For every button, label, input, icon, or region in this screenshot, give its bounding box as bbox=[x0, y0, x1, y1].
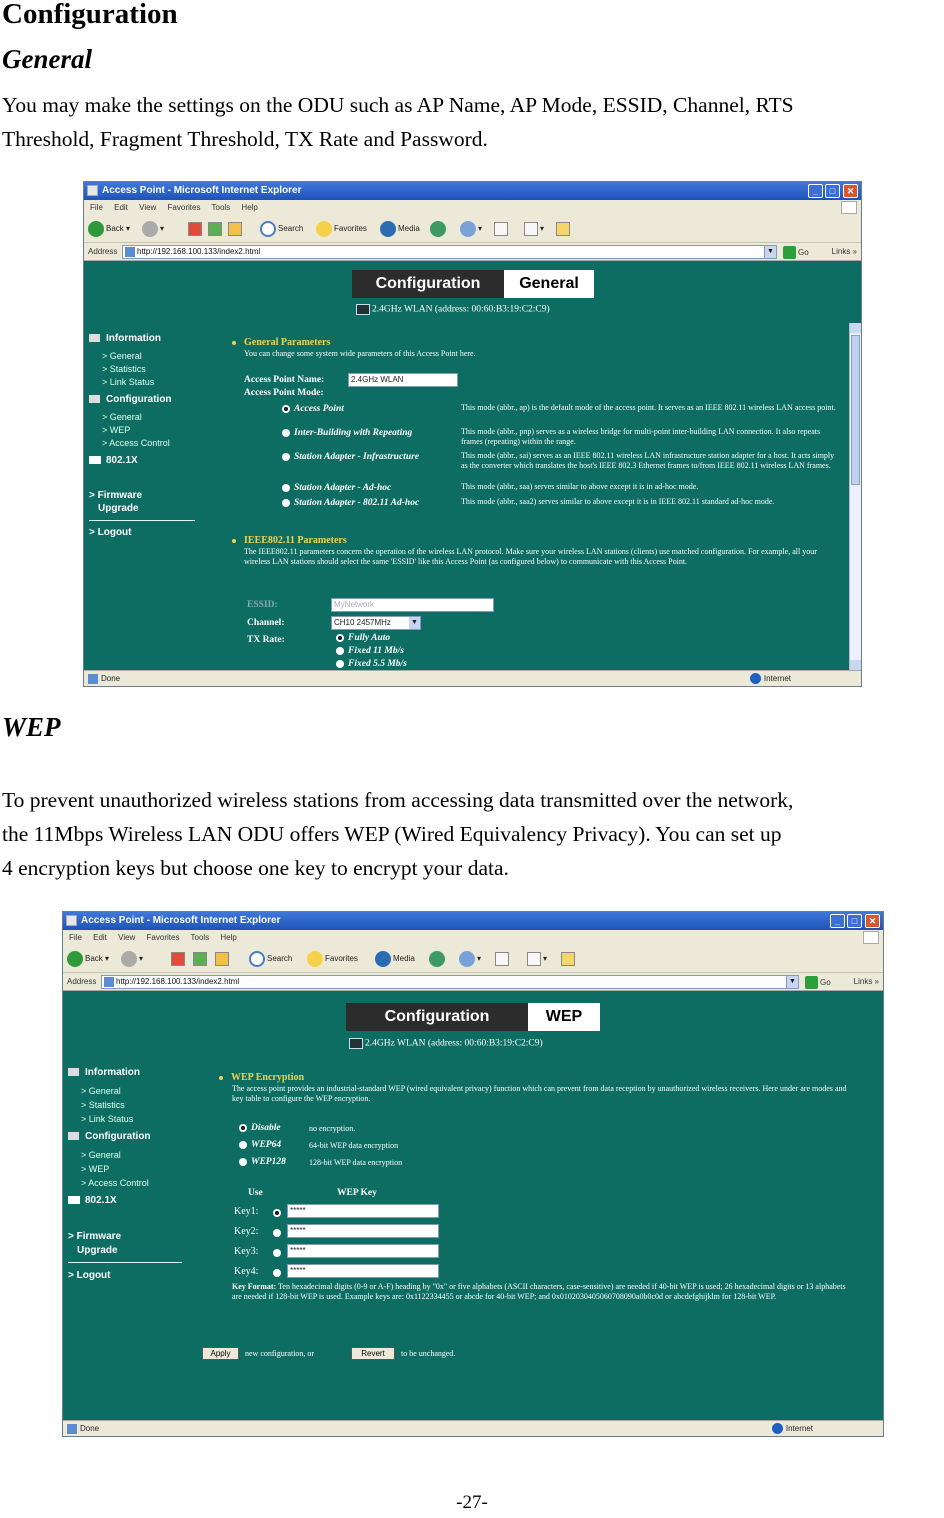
globe-icon bbox=[750, 673, 761, 684]
forward-button[interactable]: ▾ bbox=[121, 949, 143, 969]
search-icon bbox=[260, 221, 276, 237]
menu-bar[interactable]: File Edit View Favorites Tools Help bbox=[84, 200, 861, 215]
option-wep128[interactable]: WEP128 bbox=[239, 1157, 286, 1167]
nav-access-control[interactable]: > Access Control bbox=[102, 438, 170, 448]
ie-icon bbox=[66, 915, 77, 926]
home-icon bbox=[228, 222, 242, 236]
wep-paragraph: To prevent unauthorized wireless stations from accessing data transmitted over the network, the 11Mbps Wireless LAN ODU offers WEP (Wired Equivalency Privacy). You can set up 4 encryption keys but choose one key to encrypt your data. bbox=[2, 788, 794, 880]
ieee-parameters-desc: The IEEE802.11 parameters concern the operation of the wireless LAN protocol. Make sure your wireless LAN stations (clients) use matched configuration. For example, all your wireless LAN stations should select the same 'ESSID' like this Access Point (as configured below) to communicate with this Access Point. bbox=[244, 547, 817, 566]
radio-icon bbox=[336, 634, 344, 642]
radio-icon bbox=[336, 647, 344, 655]
info-icon bbox=[68, 1068, 79, 1076]
ie-icon bbox=[87, 185, 98, 196]
mode-inter-building-desc: This mode (abbr., pnp) serves as a wireless bridge for multi-point inter-building LAN connection. It also repeats frames (repeating) within the range. bbox=[461, 427, 821, 446]
key4-label: Key4: bbox=[234, 1266, 259, 1277]
radio-icon bbox=[282, 405, 290, 413]
mode-station-infrastructure[interactable]: Station Adapter - Infrastructure bbox=[282, 452, 419, 462]
channel-label: Channel: bbox=[247, 618, 285, 628]
bullet-icon bbox=[232, 539, 236, 543]
folder-icon bbox=[89, 456, 101, 464]
nav-configuration[interactable]: Configuration bbox=[68, 1131, 151, 1142]
radio-icon bbox=[239, 1158, 247, 1166]
option-wep64[interactable]: WEP64 bbox=[239, 1140, 281, 1150]
status-bar: Done Internet bbox=[63, 1420, 883, 1436]
option-disable[interactable]: Disable bbox=[239, 1123, 281, 1133]
back-button[interactable]: Back ▾ bbox=[67, 949, 109, 969]
nav-information[interactable]: Information bbox=[89, 333, 161, 344]
forward-arrow-icon bbox=[142, 221, 158, 237]
mode-station-80211-adhoc[interactable]: Station Adapter - 802.11 Ad-hoc bbox=[282, 498, 419, 508]
edit-icon bbox=[527, 952, 541, 966]
key2-label: Key2: bbox=[234, 1226, 259, 1237]
chevron-down-icon: ▼ bbox=[409, 617, 420, 629]
option-wep64-desc: 64-bit WEP data encryption bbox=[309, 1141, 399, 1150]
close-button[interactable]: ✕ bbox=[843, 184, 858, 198]
nav-upgrade[interactable]: Upgrade bbox=[98, 503, 139, 514]
wep-encryption-title: WEP Encryption bbox=[219, 1072, 304, 1083]
media-icon bbox=[375, 951, 391, 967]
edit-button[interactable]: ▾ bbox=[524, 219, 544, 239]
nav-firmware[interactable]: > Firmware bbox=[89, 490, 143, 501]
minimize-button[interactable]: _ bbox=[830, 914, 845, 928]
page-number: -27- bbox=[456, 1492, 488, 1513]
folder-icon bbox=[556, 222, 570, 236]
mode-station-adhoc-desc: This mode (abbr., saa) serves similar to above except it is in ad-hoc mode. bbox=[461, 482, 699, 491]
nav-general[interactable]: > General bbox=[81, 1086, 121, 1096]
go-arrow-icon bbox=[783, 246, 796, 259]
vertical-scrollbar[interactable] bbox=[849, 323, 861, 670]
nav-general[interactable]: > General bbox=[102, 351, 142, 361]
address-dropdown[interactable]: ▼ bbox=[764, 246, 776, 258]
general-paragraph: You may make the settings on the ODU such as AP Name, AP Mode, ESSID, Channel, RTS Threshold, Fragment Threshold, TX Rate and Password. bbox=[2, 93, 794, 151]
page-icon bbox=[88, 674, 98, 684]
info-icon bbox=[89, 334, 100, 342]
general-parameters-desc: You can change some system wide parameters of this Access Point here. bbox=[244, 349, 476, 358]
tx-fully-auto[interactable]: Fully Auto bbox=[336, 633, 390, 643]
header-wep: WEP bbox=[528, 1003, 600, 1031]
title-bar: Access Point - Microsoft Internet Explorer _ □ ✕ bbox=[63, 912, 883, 930]
wep-heading: WEP bbox=[2, 712, 61, 742]
forward-button[interactable]: ▾ bbox=[142, 219, 164, 239]
nav-statistics[interactable]: > Statistics bbox=[81, 1100, 125, 1110]
edit-button[interactable]: ▾ bbox=[527, 949, 547, 969]
key-format-note: Key Format: Ten hexadecimal digits (0-9 or A-F) heading by "0x" or five alphabets (ASCII characters, case-sensitive) are needed if 40-bit WEP is used; 26 hexadecimal digits or 13 alphabets are needed if 128-bit WEP is used. Example keys are: 0x1122334455 or abcde for 40-bit WEP; and 0x0102030405060708090a0b0c0d or abcdefghijklm for 128-bit WEP. bbox=[232, 1282, 846, 1301]
stop-icon bbox=[171, 952, 185, 966]
mode-station-80211-adhoc-desc: This mode (abbr., saa2) serves similar to above except it is in IEEE 802.11 standard ad-hoc mode. bbox=[461, 497, 775, 506]
title-bar: Access Point - Microsoft Internet Explorer _ □ ✕ bbox=[84, 182, 861, 200]
mail-icon bbox=[459, 951, 475, 967]
key2-radio[interactable] bbox=[273, 1229, 281, 1237]
header-configuration: Configuration bbox=[352, 270, 504, 298]
key4-input[interactable]: ***** bbox=[287, 1264, 439, 1278]
windows-logo-icon bbox=[863, 931, 879, 944]
print-button[interactable] bbox=[495, 949, 511, 969]
back-button[interactable]: Back ▾ bbox=[88, 219, 130, 239]
key2-input[interactable]: ***** bbox=[287, 1224, 439, 1238]
ieee-parameters-title: IEEE802.11 Parameters bbox=[232, 535, 347, 546]
scroll-up-icon bbox=[850, 323, 861, 333]
wlan-subtitle: 2.4GHz WLAN (address: 00:60:B3:19:C2:C9) bbox=[349, 1038, 543, 1049]
mail-icon bbox=[460, 221, 476, 237]
header-general: General bbox=[504, 270, 594, 298]
page-heading: Configuration bbox=[2, 0, 178, 30]
bullet-icon bbox=[219, 1076, 223, 1080]
essid-label: ESSID: bbox=[247, 600, 278, 610]
links-button[interactable]: Links » bbox=[831, 247, 857, 256]
search-button[interactable]: Search bbox=[249, 949, 292, 969]
wep-screenshot bbox=[62, 911, 884, 1437]
stop-button[interactable] bbox=[171, 949, 187, 969]
favorites-button[interactable]: Favorites bbox=[316, 219, 367, 239]
general-screenshot bbox=[83, 181, 862, 687]
key3-label: Key3: bbox=[234, 1246, 259, 1257]
page-icon bbox=[104, 977, 114, 987]
key3-radio[interactable] bbox=[273, 1249, 281, 1257]
config-icon bbox=[68, 1132, 79, 1140]
home-button[interactable] bbox=[228, 219, 244, 239]
config-icon bbox=[89, 395, 100, 403]
nav-configuration[interactable]: Configuration bbox=[89, 394, 172, 405]
page-icon bbox=[67, 1424, 77, 1434]
apply-button[interactable]: Apply bbox=[202, 1347, 239, 1360]
header-configuration: Configuration bbox=[346, 1003, 528, 1031]
nav-link-status[interactable]: > Link Status bbox=[81, 1114, 134, 1124]
folder-button[interactable] bbox=[561, 949, 577, 969]
nav-8021x[interactable]: 802.1X bbox=[89, 455, 138, 466]
minimize-button[interactable]: _ bbox=[808, 184, 823, 198]
nav-logout[interactable]: > Logout bbox=[89, 527, 132, 538]
print-icon bbox=[494, 222, 508, 236]
media-button[interactable]: Media bbox=[375, 949, 415, 969]
revert-text: to be unchanged. bbox=[401, 1349, 456, 1358]
mode-station-infrastructure-desc: This mode (abbr., sai) serves as an IEEE 802.11 wireless LAN infrastructure station adapter for a host. It acts simply as the converter which translates the host's IEEE 802.3 Ethernet frames to/from IEEE 802.11 wireless LAN frames. bbox=[461, 451, 835, 470]
channel-select[interactable]: CH10 2457MHz ▼ bbox=[331, 616, 421, 630]
search-button[interactable]: Search bbox=[260, 219, 303, 239]
revert-button[interactable]: Revert bbox=[351, 1347, 395, 1360]
links-button[interactable]: Links » bbox=[853, 977, 879, 986]
refresh-icon bbox=[208, 222, 222, 236]
ap-name-label: Access Point Name: bbox=[244, 375, 325, 385]
refresh-button[interactable] bbox=[208, 219, 224, 239]
scroll-thumb bbox=[851, 335, 860, 485]
address-input[interactable]: http://192.168.100.133/index2.html ▼ bbox=[101, 975, 799, 989]
option-wep128-desc: 128-bit WEP data encryption bbox=[309, 1158, 403, 1167]
mode-access-point[interactable]: Access Point bbox=[282, 404, 344, 414]
wep-encryption-desc: The access point provides an industrial-standard WEP (wired equivalent privacy) function which can prevent from data reception by unauthorized wireless receivers. Here under are modes and key table to configure the WEP encryption. bbox=[232, 1084, 847, 1103]
radio-icon bbox=[239, 1124, 247, 1132]
general-heading: General bbox=[2, 44, 92, 74]
wlan-subtitle: 2.4GHz WLAN (address: 00:60:B3:19:C2:C9) bbox=[356, 304, 550, 315]
nav-upgrade[interactable]: Upgrade bbox=[77, 1245, 118, 1256]
refresh-button[interactable] bbox=[193, 949, 209, 969]
mode-inter-building[interactable]: Inter-Building with Repeating bbox=[282, 428, 412, 438]
bullet-icon bbox=[232, 341, 236, 345]
home-icon bbox=[215, 952, 229, 966]
search-icon bbox=[249, 951, 265, 967]
radio-icon bbox=[282, 499, 290, 507]
forward-arrow-icon bbox=[121, 951, 137, 967]
maximize-button[interactable]: □ bbox=[847, 914, 862, 928]
nav-wep[interactable]: > WEP bbox=[102, 425, 131, 435]
page-content bbox=[63, 991, 883, 1420]
key1-radio[interactable] bbox=[273, 1209, 281, 1217]
nav-divider bbox=[89, 520, 195, 521]
refresh-icon bbox=[193, 952, 207, 966]
folder-icon bbox=[561, 952, 575, 966]
maximize-button[interactable]: □ bbox=[825, 184, 840, 198]
mode-station-adhoc[interactable]: Station Adapter - Ad-hoc bbox=[282, 483, 391, 493]
key1-label: Key1: bbox=[234, 1206, 259, 1217]
print-icon bbox=[495, 952, 509, 966]
network-card-icon bbox=[356, 304, 370, 315]
address-dropdown[interactable]: ▼ bbox=[786, 976, 798, 988]
home-button[interactable] bbox=[215, 949, 231, 969]
radio-icon bbox=[336, 660, 344, 668]
history-button[interactable] bbox=[430, 219, 448, 239]
toolbar bbox=[63, 945, 883, 973]
general-parameters-title: General Parameters bbox=[232, 337, 330, 348]
ap-mode-label: Access Point Mode: bbox=[244, 388, 324, 398]
nav-divider bbox=[68, 1262, 182, 1263]
windows-logo-icon bbox=[841, 201, 857, 214]
address-bar: Address http://192.168.100.133/index2.html ▼ Go Links » bbox=[63, 973, 883, 991]
mode-access-point-desc: This mode (abbr., ap) is the default mode of the access point. It serves as an IEEE 802.11 wireless LAN access point. bbox=[461, 403, 836, 412]
history-icon bbox=[430, 221, 446, 237]
mail-button[interactable]: ▾ bbox=[459, 949, 481, 969]
history-button[interactable] bbox=[429, 949, 447, 969]
nav-8021x[interactable]: 802.1X bbox=[68, 1195, 117, 1206]
go-button[interactable]: Go bbox=[783, 244, 809, 262]
nav-firmware[interactable]: > Firmware bbox=[68, 1231, 122, 1242]
nav-wep[interactable]: > WEP bbox=[81, 1164, 110, 1174]
go-arrow-icon bbox=[805, 976, 818, 989]
scroll-down-icon bbox=[850, 660, 861, 670]
edit-icon bbox=[524, 222, 538, 236]
tx-fixed-5-5[interactable]: Fixed 5.5 Mb/s bbox=[336, 659, 407, 669]
globe-icon bbox=[772, 1423, 783, 1434]
nav-cfg-general[interactable]: > General bbox=[81, 1150, 121, 1160]
wep-key-column-header: WEP Key bbox=[337, 1188, 377, 1198]
stop-button[interactable] bbox=[188, 219, 204, 239]
page-icon bbox=[125, 247, 135, 257]
back-arrow-icon bbox=[67, 951, 83, 967]
tx-fixed-11[interactable]: Fixed 11 Mb/s bbox=[336, 646, 404, 656]
page-content bbox=[84, 261, 861, 670]
menu-bar[interactable]: File Edit View Favorites Tools Help bbox=[63, 930, 883, 945]
key4-radio[interactable] bbox=[273, 1269, 281, 1277]
mail-button[interactable]: ▾ bbox=[460, 219, 482, 239]
close-button[interactable]: ✕ bbox=[865, 914, 880, 928]
nav-link-status[interactable]: > Link Status bbox=[102, 377, 155, 387]
apply-text: new configuration, or bbox=[245, 1349, 315, 1358]
radio-icon bbox=[282, 453, 290, 461]
back-arrow-icon bbox=[88, 221, 104, 237]
folder-button[interactable] bbox=[556, 219, 572, 239]
print-button[interactable] bbox=[494, 219, 510, 239]
key3-input[interactable]: ***** bbox=[287, 1244, 439, 1258]
stop-icon bbox=[188, 222, 202, 236]
media-icon bbox=[380, 221, 396, 237]
radio-icon bbox=[282, 429, 290, 437]
star-icon bbox=[307, 951, 323, 967]
nav-information[interactable]: Information bbox=[68, 1067, 140, 1078]
history-icon bbox=[429, 951, 445, 967]
nav-statistics[interactable]: > Statistics bbox=[102, 364, 146, 374]
nav-access-control[interactable]: > Access Control bbox=[81, 1178, 149, 1188]
use-column-header: Use bbox=[248, 1188, 263, 1198]
folder-icon bbox=[68, 1196, 80, 1204]
nav-cfg-general[interactable]: > General bbox=[102, 412, 142, 422]
nav-logout[interactable]: > Logout bbox=[68, 1270, 111, 1281]
network-card-icon bbox=[349, 1038, 363, 1049]
address-bar: Address http://192.168.100.133/index2.html ▼ Go Links » bbox=[84, 243, 861, 261]
essid-input[interactable]: MyNetwork bbox=[331, 598, 494, 612]
option-disable-desc: no encryption. bbox=[309, 1124, 356, 1133]
toolbar bbox=[84, 215, 861, 243]
key1-input[interactable]: ***** bbox=[287, 1204, 439, 1218]
radio-icon bbox=[282, 484, 290, 492]
radio-icon bbox=[239, 1141, 247, 1149]
favorites-button[interactable]: Favorites bbox=[307, 949, 358, 969]
tx-rate-label: TX Rate: bbox=[247, 635, 285, 645]
go-button[interactable]: Go bbox=[805, 974, 831, 992]
star-icon bbox=[316, 221, 332, 237]
ap-name-input[interactable]: 2.4GHz WLAN bbox=[348, 373, 458, 387]
media-button[interactable]: Media bbox=[380, 219, 420, 239]
address-input[interactable]: http://192.168.100.133/index2.html ▼ bbox=[122, 245, 777, 259]
status-bar: Done Internet bbox=[84, 670, 861, 686]
